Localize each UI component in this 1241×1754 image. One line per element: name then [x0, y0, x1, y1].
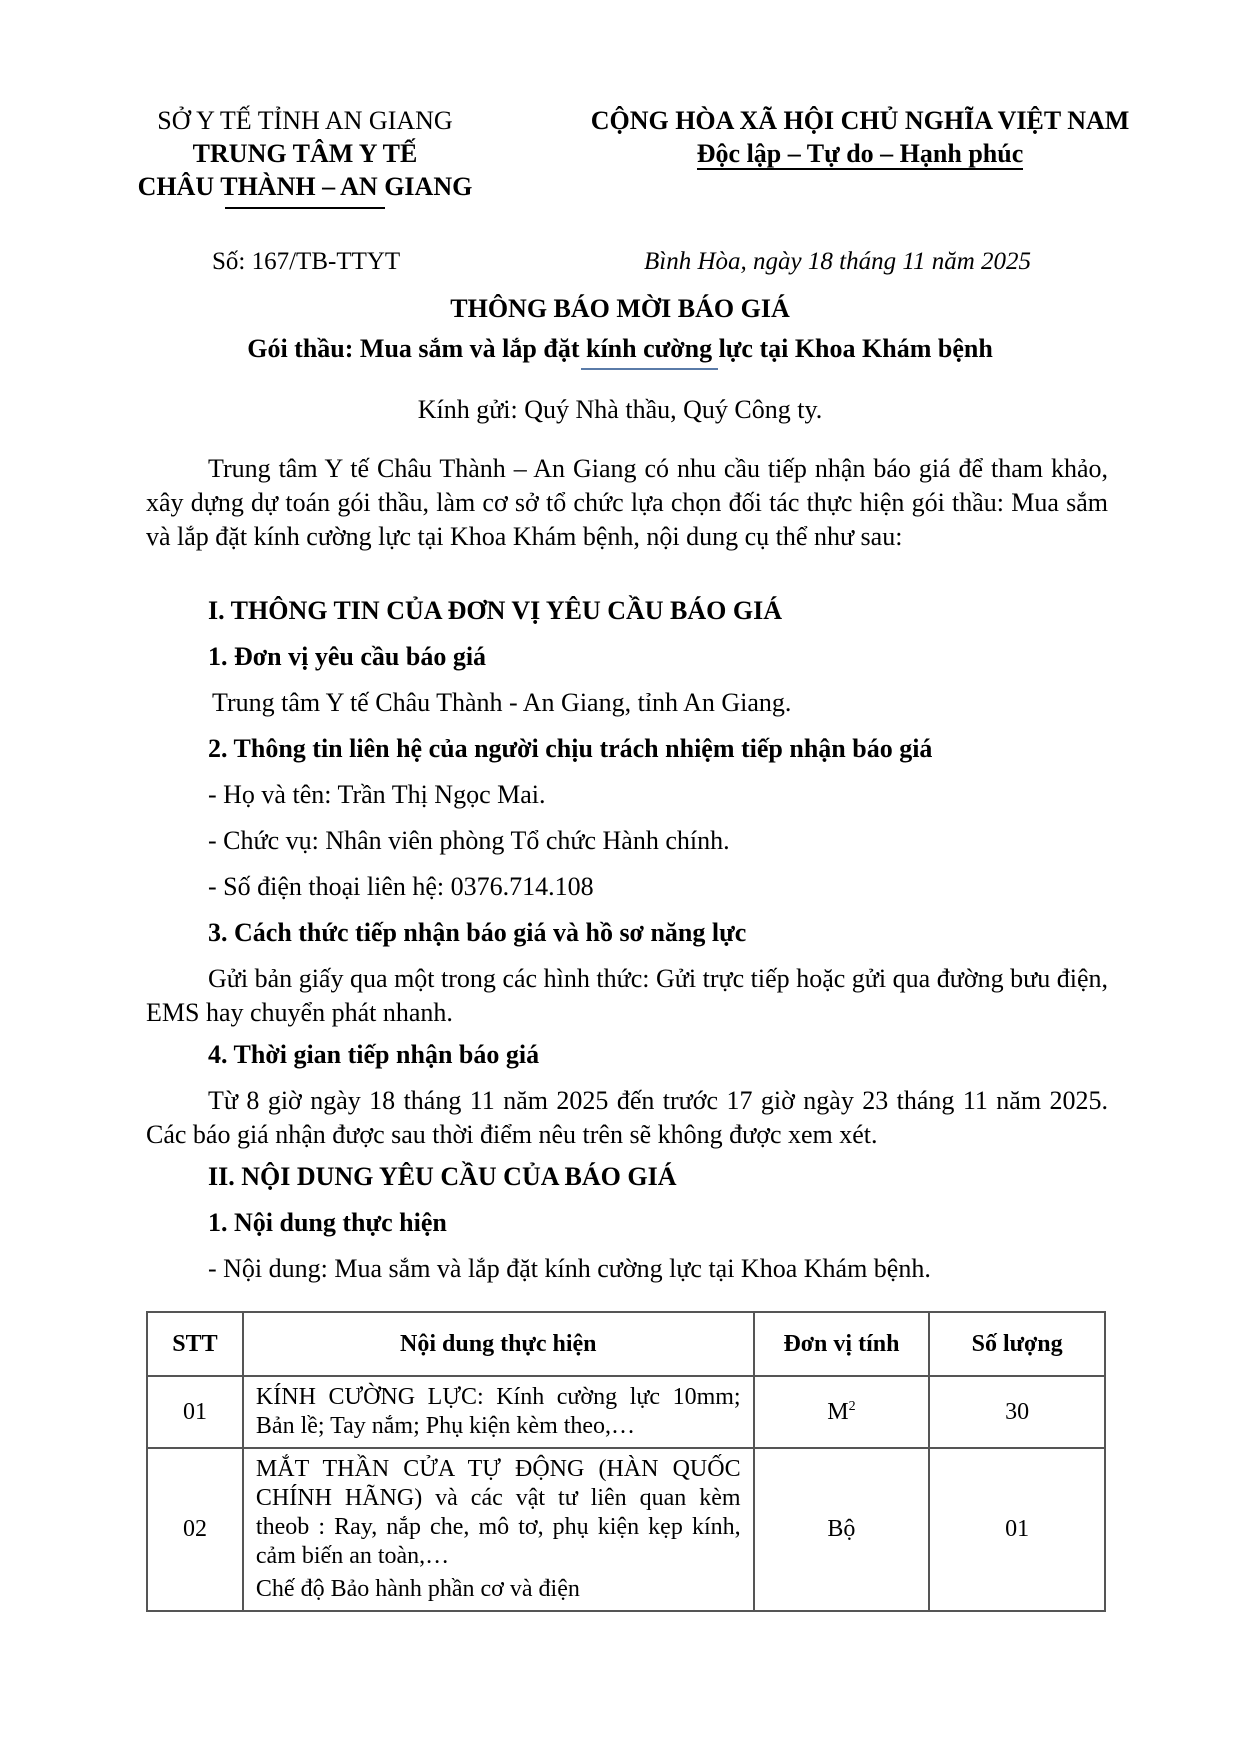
cell-content: KÍNH CƯỜNG LỰC: Kính cường lực 10mm; Bản lề; Tay nắm; Phụ kiện kèm theo,… — [243, 1376, 754, 1448]
header-content: Nội dung thực hiện — [243, 1312, 754, 1376]
cell-quantity: 30 — [929, 1376, 1105, 1448]
section-1-4-heading: 4. Thời gian tiếp nhận báo giá — [208, 1040, 540, 1069]
subtitle-underline-mark — [581, 368, 718, 370]
contact-position: - Chức vụ: Nhân viên phòng Tổ chức Hành chính. — [208, 826, 730, 855]
document-subtitle: Gói thầu: Mua sắm và lắp đặt kính cường lực tại Khoa Khám bệnh — [247, 334, 993, 363]
parent-agency: SỞ Y TẾ TỈNH AN GIANG — [157, 106, 453, 135]
intro-paragraph: Trung tâm Y tế Châu Thành – An Giang có nhu cầu tiếp nhận báo giá để tham khảo, xây dựng dự toán gói thầu, làm cơ sở tổ chức lựa chọn đối tác thực hiện gói thầu: Mua sắm và lắp đặt kính cường lực tại Khoa Khám bệnh, nội dung cụ thể như sau: — [146, 454, 1108, 551]
national-motto: Độc lập – Tự do – Hạnh phúc — [696, 139, 1024, 168]
cell-unit — [754, 1376, 930, 1448]
cell-content-warranty: Chế độ Bảo hành phần cơ và điện — [255, 1576, 580, 1602]
table-header-row — [147, 1312, 1105, 1376]
header-stt: STT — [147, 1312, 243, 1376]
country-name: CỘNG HÒA XÃ HỘI CHỦ NGHĨA VIỆT NAM — [590, 106, 1130, 135]
section-1-3-heading: 3. Cách thức tiếp nhận báo giá và hồ sơ năng lực — [208, 918, 747, 947]
agency-name-line2: CHÂU THÀNH – AN GIANG — [137, 172, 473, 201]
unit-text: M — [827, 1398, 849, 1425]
cell-content — [243, 1448, 754, 1611]
contact-phone: - Số điện thoại liên hệ: 0376.714.108 — [208, 872, 594, 901]
table-row — [147, 1448, 1105, 1611]
section-1-2-heading: 2. Thông tin liên hệ của người chịu trách nhiệm tiếp nhận báo giá — [208, 734, 933, 763]
requesting-unit: Trung tâm Y tế Châu Thành - An Giang, tỉnh An Giang. — [212, 688, 792, 717]
cell-quantity: 01 — [929, 1448, 1105, 1611]
section-1-heading: I. THÔNG TIN CỦA ĐƠN VỊ YÊU CẦU BÁO GIÁ — [208, 596, 783, 625]
table-row — [147, 1376, 1105, 1448]
scope-text: - Nội dung: Mua sắm và lắp đặt kính cường lực tại Khoa Khám bệnh. — [208, 1254, 931, 1283]
cell-content-main: MẮT THẦN CỬA TỰ ĐỘNG (HÀN QUỐC CHÍNH HÃNG) và các vật tư liên quan kèm theob : Ray, nắp che, mô tơ, phụ kiện kẹp kính, cảm biến an toàn,… — [255, 1456, 741, 1569]
section-1-1-heading: 1. Đơn vị yêu cầu báo giá — [208, 642, 487, 671]
national-motto-block — [540, 104, 1180, 170]
agency-divider — [225, 207, 385, 209]
section-2-heading: II. NỘI DUNG YÊU CẦU CỦA BÁO GIÁ — [208, 1162, 677, 1191]
greeting: Kính gửi: Quý Nhà thầu, Quý Công ty. — [417, 395, 823, 424]
place-and-date: Bình Hòa, ngày 18 tháng 11 năm 2025 — [644, 248, 1032, 275]
agency-name-line1: TRUNG TÂM Y TẾ — [192, 139, 418, 168]
document-number: Số: 167/TB-TTYT — [212, 248, 401, 275]
cell-unit: Bộ — [754, 1448, 930, 1611]
header-quantity: Số lượng — [929, 1312, 1105, 1376]
issuing-agency-block — [120, 104, 490, 209]
submission-method-text: Gửi bản giấy qua một trong các hình thức: Gửi trực tiếp hoặc gửi qua đường bưu điện, EMS hay chuyển phát nhanh. — [146, 964, 1108, 1027]
cell-stt: 02 — [147, 1448, 243, 1611]
header-unit: Đơn vị tính — [754, 1312, 930, 1376]
items-table — [146, 1311, 1106, 1612]
contact-name: - Họ và tên: Trần Thị Ngọc Mai. — [208, 780, 546, 809]
section-2-1-heading: 1. Nội dung thực hiện — [208, 1208, 447, 1237]
cell-stt: 01 — [147, 1376, 243, 1448]
document-title: THÔNG BÁO MỜI BÁO GIÁ — [450, 294, 790, 323]
unit-superscript: 2 — [848, 1398, 856, 1414]
submission-time-text: Từ 8 giờ ngày 18 tháng 11 năm 2025 đến trước 17 giờ ngày 23 tháng 11 năm 2025. Các báo giá nhận được sau thời điểm nêu trên sẽ không được xem xét. — [146, 1086, 1108, 1149]
